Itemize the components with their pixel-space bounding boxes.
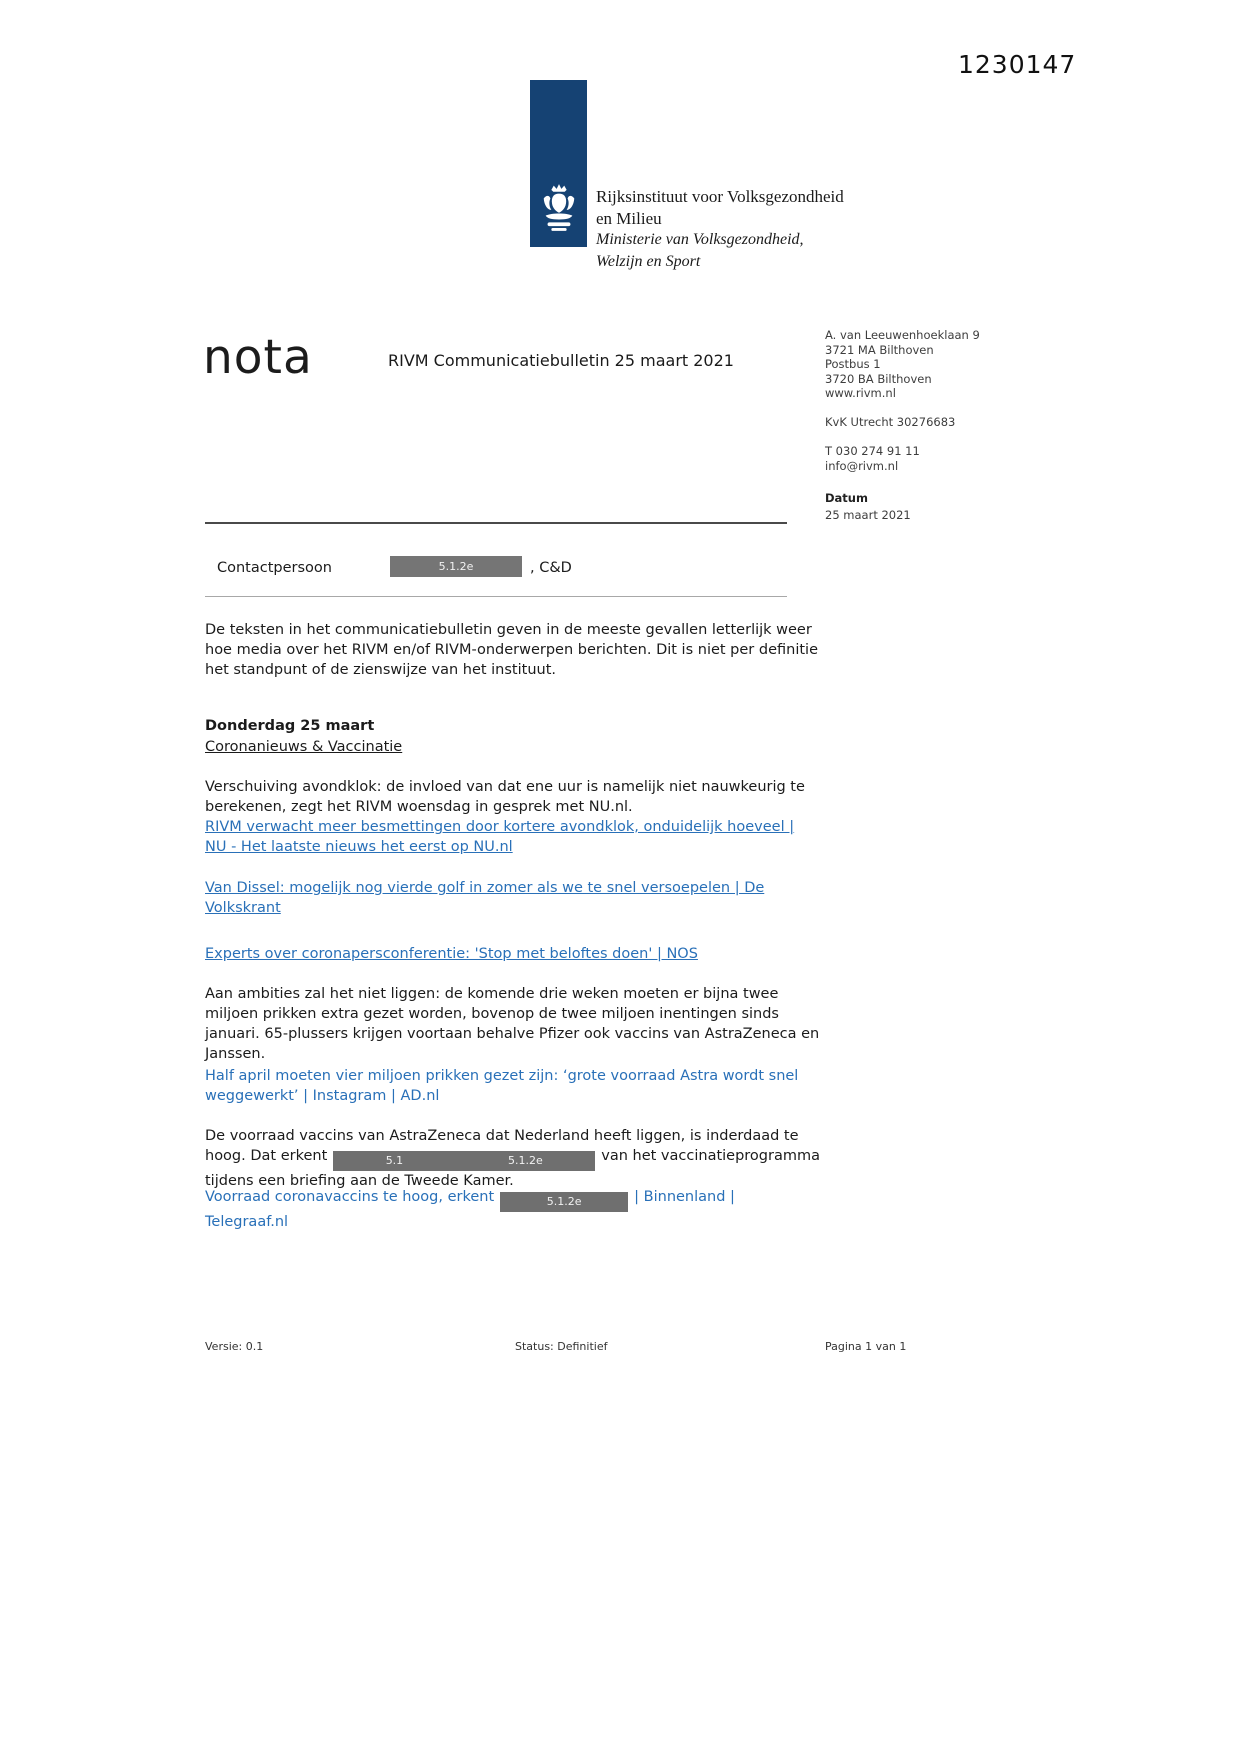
redaction-label: 5.1.2e bbox=[508, 1154, 543, 1167]
link-telegraaf-voorraad[interactable] bbox=[205, 1189, 735, 1230]
document-number: 1230147 bbox=[958, 50, 1077, 79]
paragraph-voorraad-pre: De voorraad vaccins van AstraZeneca dat Nederland heeft liggen, is inderdaad te hoog. Dat erkent bbox=[205, 1128, 799, 1164]
redaction-box-inline bbox=[333, 1151, 595, 1171]
link-telegraaf-pre: Voorraad coronavaccins te hoog, erkent bbox=[205, 1189, 495, 1205]
link-adnl-half-april[interactable]: Half april moeten vier miljoen prikken gezet zijn: ‘grote voorraad Astra wordt snel weggewerkt’ | Instagram | AD.nl bbox=[205, 1068, 799, 1104]
address-line: 3720 BA Bilthoven bbox=[825, 371, 932, 386]
divider-bottom bbox=[205, 596, 787, 597]
contact-suffix: , C&D bbox=[530, 560, 572, 576]
letterhead-address bbox=[825, 328, 980, 401]
logo-wordmark bbox=[596, 186, 926, 272]
logo-org-line1: Rijksinstituut voor Volksgezondheid bbox=[596, 187, 844, 206]
logo-blue-bar bbox=[530, 80, 587, 247]
logo-ministry-line1: Ministerie van Volksgezondheid, bbox=[596, 231, 804, 248]
paragraph-voorraad-post: van het vaccinatieprogramma tijdens een briefing aan de Tweede Kamer. bbox=[205, 1148, 820, 1189]
intro-paragraph: De teksten in het communicatiebulletin geven in de meeste gevallen letterlijk weer hoe media over het RIVM en/of RIVM-onderwerpen berichten. Dit is niet per definitie het standpunt of de zienswijze van het instituut. bbox=[205, 622, 818, 678]
redaction-box-contact: 5.1.2e bbox=[390, 556, 522, 577]
rijksoverheid-crest-icon bbox=[538, 180, 580, 236]
divider-top bbox=[205, 522, 787, 524]
logo-ministry-line2: Welzijn en Sport bbox=[596, 252, 701, 270]
letterhead-contact bbox=[825, 444, 920, 473]
link-volkskrant-van-dissel[interactable]: Van Dissel: mogelijk nog vierde golf in zomer als we te snel versoepelen | De Volkskrant bbox=[205, 880, 765, 916]
phone-number: T 030 274 91 11 bbox=[825, 444, 920, 458]
paragraph-ambities: Aan ambities zal het niet liggen: de komende drie weken moeten er bijna twee miljoen prikken extra gezet worden, bovenop de twee miljoen inentingen sinds januari. 65-plussers krijgen voortaan behalve Pfizer ook vaccins van AstraZeneca en Janssen. bbox=[205, 986, 820, 1062]
contactpersoon-label: Contactpersoon bbox=[217, 560, 332, 576]
section-heading: Coronanieuws & Vaccinatie bbox=[205, 739, 403, 755]
link-telegraaf-post: | Binnenland | Telegraaf.nl bbox=[205, 1189, 735, 1230]
doc-type-label: nota bbox=[203, 330, 313, 385]
website-text: www.rivm.nl bbox=[825, 386, 896, 400]
address-line: 3721 MA Bilthoven bbox=[825, 342, 934, 357]
link-nu-avondklok[interactable]: RIVM verwacht meer besmettingen door kortere avondklok, onduidelijk hoeveel | NU - Het laatste nieuws het eerst op NU.nl bbox=[205, 819, 795, 855]
address-line: A. van Leeuwenhoeklaan 9 bbox=[825, 328, 980, 342]
doc-title: RIVM Communicatiebulletin 25 maart 2021 bbox=[388, 351, 734, 370]
link-nos-persconferentie[interactable]: Experts over coronapersconferentie: 'Stop met beloftes doen' | NOS bbox=[205, 946, 698, 962]
datum-label: Datum bbox=[825, 491, 868, 505]
footer-pagina: Pagina 1 van 1 bbox=[825, 1340, 907, 1353]
address-line: Postbus 1 bbox=[825, 357, 881, 371]
day-heading: Donderdag 25 maart bbox=[205, 718, 375, 734]
link-telegraaf-wrapper bbox=[205, 1187, 820, 1232]
footer-status: Status: Definitief bbox=[515, 1340, 608, 1353]
email-text: info@rivm.nl bbox=[825, 458, 899, 473]
paragraph-voorraad bbox=[205, 1126, 820, 1191]
footer-versie: Versie: 0.1 bbox=[205, 1340, 264, 1353]
redaction-label: 5.1 bbox=[385, 1154, 404, 1167]
logo-org-line2: en Milieu bbox=[596, 208, 662, 228]
datum-value: 25 maart 2021 bbox=[825, 508, 911, 522]
redaction-box-link: 5.1.2e bbox=[500, 1192, 628, 1212]
kvk-number: KvK Utrecht 30276683 bbox=[825, 415, 956, 429]
paragraph-avondklok: Verschuiving avondklok: de invloed van dat ene uur is namelijk niet nauwkeurig te berekenen, zegt het RIVM woensdag in gesprek met NU.nl. bbox=[205, 779, 805, 815]
